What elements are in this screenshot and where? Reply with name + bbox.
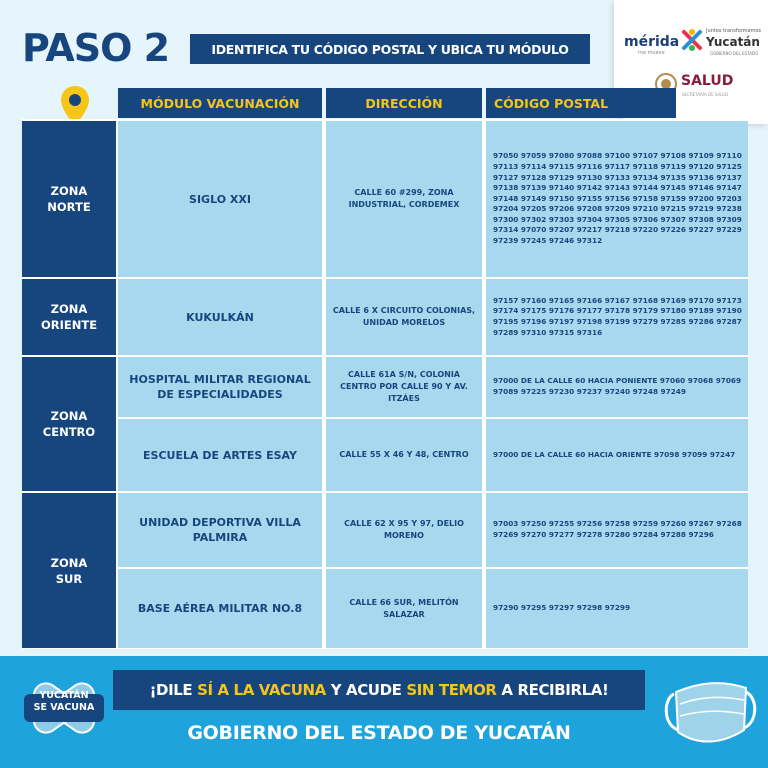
salud-logo: SALUD xyxy=(681,73,734,89)
table-row-codigo-postal: 97050 97059 97080 97088 97100 97107 97108 97109 97110 97113 97114 97115 97116 97117 97118 97119 97120 97125 97127 97128 97129 97130 97133 97134 97135 97136 97137 97138 97139 97140 97142 97143 97144 97145 97146 97147 97148 97149 97150 97155 97156 97158 97159 97200 97203 97204 97205 97206 97208 97209 97210 97215 97219 97238 97300 97302 97303 97304 97305 97306 97307 97308 97309 97314 97070 97207 97217 97218 97220 97226 97227 97229 97239 97245 97246 97312 xyxy=(486,121,748,277)
table-row-direccion: CALLE 6 X CIRCUITO COLONIAS, UNIDAD MORELOS xyxy=(326,279,482,355)
footer-slogan xyxy=(113,670,645,710)
table-row-modulo: BASE AÉREA MILITAR NO.8 xyxy=(118,569,322,648)
zone-centro: ZONA CENTRO xyxy=(22,357,116,491)
footer-government: GOBIERNO DEL ESTADO DE YUCATÁN xyxy=(187,722,571,744)
zone-oriente: ZONA ORIENTE xyxy=(22,279,116,355)
slogan-highlight: SÍ A LA VACUNA xyxy=(197,681,326,699)
face-mask-icon xyxy=(660,664,760,756)
column-header-modulo: MÓDULO VACUNACIÓN xyxy=(118,88,322,118)
yucatan-logo: Yucatán xyxy=(706,35,760,49)
column-header-direccion: DIRECCIÓN xyxy=(326,88,482,118)
yucatan-logo-sub: GOBIERNO DEL ESTADO xyxy=(710,51,759,56)
salud-logo-sub: SECRETARÍA DE SALUD xyxy=(682,92,729,97)
table-row-direccion: CALLE 62 X 95 Y 97, DELIO MORENO xyxy=(326,493,482,567)
page-title: PASO 2 xyxy=(22,26,170,70)
table-row-direccion: CALLE 66 SUR, MELITÓN SALAZAR xyxy=(326,569,482,648)
badge-label: YUCATÁN SE VACUNA xyxy=(33,690,95,713)
table-row-direccion: CALLE 55 X 46 Y 48, CENTRO xyxy=(326,419,482,491)
zone-sur: ZONA SUR xyxy=(22,493,116,648)
table-row-codigo-postal: 97157 97160 97165 97166 97167 97168 97169 97170 97173 97174 97175 97176 97177 97178 97179 97180 97189 97190 97195 97196 97197 97198 97199 97279 97285 97286 97287 97289 97310 97315 97316 xyxy=(486,279,748,355)
table-row-modulo: SIGLO XXI xyxy=(118,121,322,277)
slogan-highlight: SIN TEMOR xyxy=(406,681,497,699)
yucatan-logo-icon xyxy=(680,28,704,52)
slogan-part: ¡DILE xyxy=(149,681,198,699)
table-row-modulo: HOSPITAL MILITAR REGIONAL DE ESPECIALIDADES xyxy=(118,357,322,417)
table-row-modulo: KUKULKÁN xyxy=(118,279,322,355)
yucatan-logo-caption: Juntos transformamos xyxy=(706,28,762,34)
merida-logo: mérida xyxy=(624,34,680,50)
table-row-direccion: CALLE 61A S/N, COLONIA CENTRO POR CALLE 90 Y AV. ITZÁES xyxy=(326,357,482,417)
slogan-part: Y ACUDE xyxy=(325,681,407,699)
slogan-part: A RECIBIRLA! xyxy=(496,681,609,699)
table-row-modulo: ESCUELA DE ARTES ESAY xyxy=(118,419,322,491)
table-row-modulo: UNIDAD DEPORTIVA VILLA PALMIRA xyxy=(118,493,322,567)
table-row-codigo-postal: 97000 DE LA CALLE 60 HACIA PONIENTE 97060 97068 97069 97089 97225 97230 97237 97240 97248 97249 xyxy=(486,357,748,417)
page-subtitle: IDENTIFICA TU CÓDIGO POSTAL Y UBICA TU MÓDULO xyxy=(190,34,590,64)
table-row-codigo-postal: 97003 97250 97255 97256 97258 97259 97260 97267 97268 97269 97270 97277 97278 97280 97284 97288 97296 xyxy=(486,493,748,567)
merida-logo-tagline: me mueve xyxy=(638,50,665,56)
table-row-direccion: CALLE 60 #299, ZONA INDUSTRIAL, CORDEMEX xyxy=(326,121,482,277)
zone-norte: ZONA NORTE xyxy=(22,121,116,277)
table-row-codigo-postal: 97290 97295 97297 97298 97299 xyxy=(486,569,748,648)
column-header-codigo-postal: CÓDIGO POSTAL xyxy=(486,88,676,118)
table-row-codigo-postal: 97000 DE LA CALLE 60 HACIA ORIENTE 97098 97099 97247 xyxy=(486,419,748,491)
